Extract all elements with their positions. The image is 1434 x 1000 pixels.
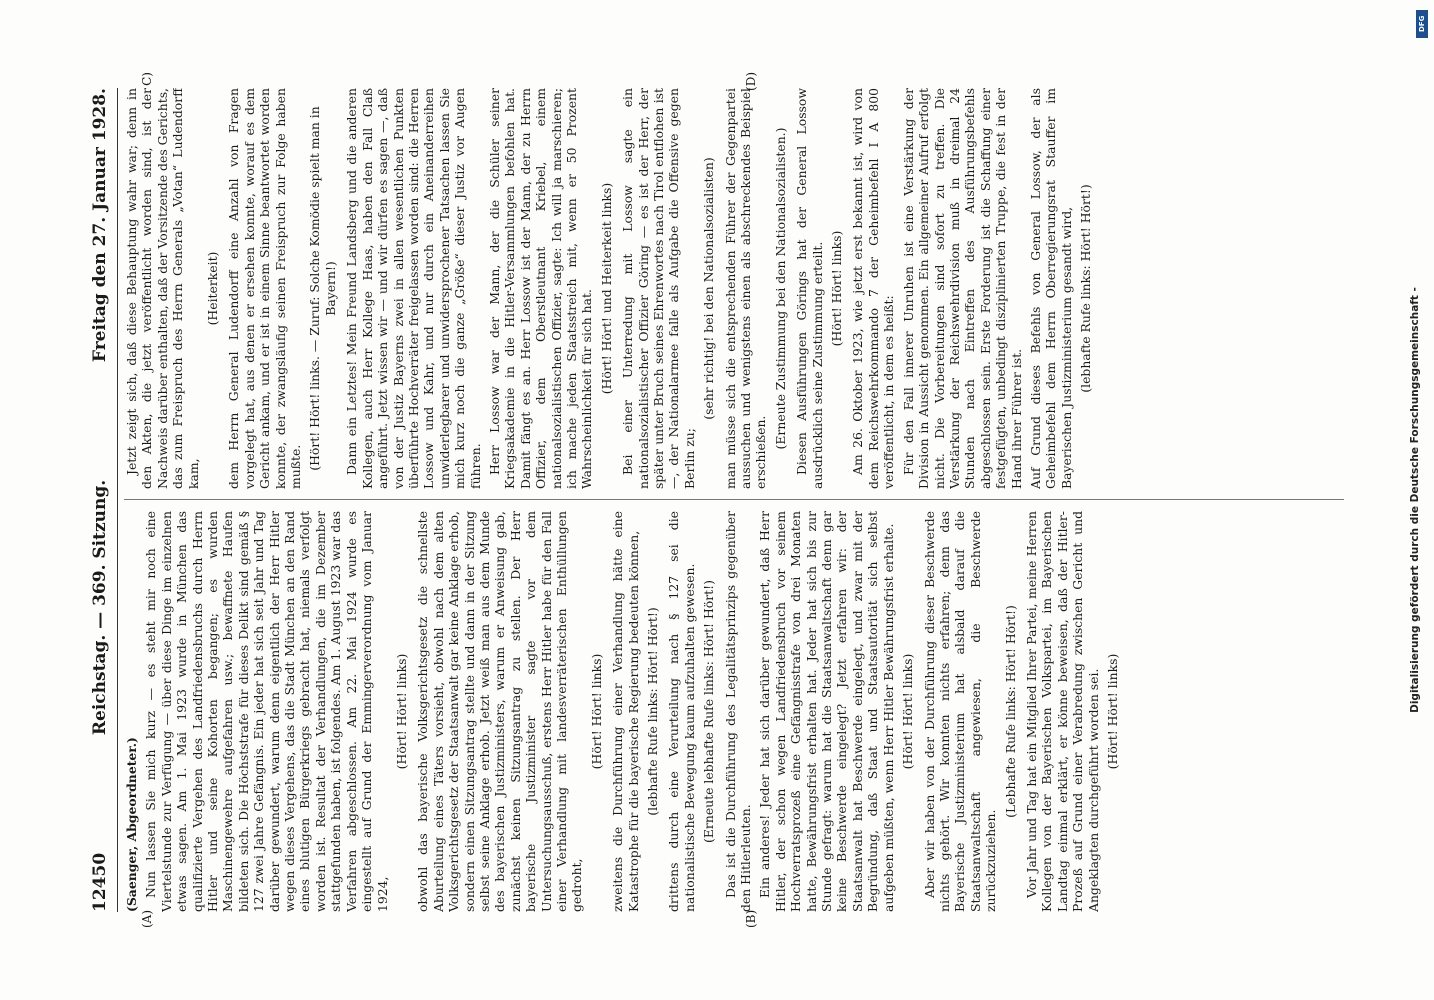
remark: (lebhafte Rufe links: Hört! Hört!) xyxy=(645,607,660,816)
column-divider xyxy=(124,499,1344,500)
session-title: Reichstag. — 369. Sitzung. xyxy=(90,479,110,736)
paragraph: drittens durch eine Verurteilung nach § 127 sei die nationalistische Bewegung kaum aufzuhalten gewesen. xyxy=(666,511,697,912)
paragraph: Vor Jahr und Tag hat ein Mitglied Ihrer Partei, meine Herren Kollegen von der Bayerischen Volkspartei, im Bayerischen Landtag einmal erklärt, er könne beweisen, daß der Hitler-Prozeß auf Grund einer Verabredung zwischen Gericht und Angeklagten durchgeführt worden sei. xyxy=(1023,511,1101,912)
paragraph: zweitens die Durchführung einer Verhandlung hätte eine Katastrophe für die bayerische Regierung bedeuten können, xyxy=(610,511,641,912)
paragraph: man müsse sich die entsprechenden Führer der Gegenpartei aussuchen und wenigstens einen als abschreckendes Beispiel erschießen. xyxy=(722,88,769,489)
paragraph: Nun lassen Sie mich kurz — es steht mir noch eine Viertelstunde zur Verfügung — über diese Dinge im einzelnen etwas sagen. Am 1. Mai 1923 wurde in München das qualifizierte Vergehen des Landfriedensbruchs durch Herrn Hitler und seine Kohorten begangen; es wurden Maschinengewehre aufgefahren usw.; bewaffnete Haufen bildeten sich. Die Höchststrafe für dieses Delikt sind gemäß § 127 zwei Jahre Gefängnis. Ein jeder hat sich seit Jahr und Tag darüber gewundert, warum denn eigentlich der Herr Hitler wegen dieses Vergehens, das die Stadt München an den Rand eines blutigen Bürgerkriegs gebracht hat, niemals verfolgt worden ist. Resultat der Verhandlungen, die im Dezember stattgefunden haben, ist folgendes. Am 1. August 1923 war das Verfahren abgeschlossen. Am 22. Mai 1924 wurde es eingestellt auf Grund der Emmingerverordnung vom Januar 1924, xyxy=(143,511,390,912)
left-column xyxy=(124,511,1344,912)
paragraph: Auf Grund dieses Befehls von General Lossow, der als Geheimbefehl dem Herrn Oberregierungsrat Stauffer im Bayerischen Justizministerium gesandt wird, xyxy=(1027,88,1074,489)
digitization-credit xyxy=(1400,10,1430,990)
paragraph: dem Herrn General Ludendorff eine Anzahl von Fragen vorgelegt hat, aus denen er ersehen konnte, worauf es dem Gericht ankam, und er ist in einem Sinne beantwortet worden konnte, der zwangsläufig seinen Freispruch zur Folge haben mußte. xyxy=(226,88,304,489)
remark: (Erneute Zustimmung bei den Nationalsozialisten.) xyxy=(772,127,788,450)
dfg-logo: DFG xyxy=(1416,10,1428,38)
remark: (Hört! Hört! links. — Zuruf: Solche Komödie spielt man in Bayern!) xyxy=(307,106,338,471)
margin-marker-d: (D) xyxy=(744,72,758,91)
margin-marker-b: (B) xyxy=(744,909,758,928)
margin-marker-c: C) xyxy=(140,72,154,86)
paragraph: Jetzt zeigt sich, daß diese Behauptung wahr war; denn in den Akten, die jetzt veröffentlicht worden sind, ist der Nachweis darüber enthalten, daß der Vorsitzende des Gerichts, das zum Freispruch des Herrn Generals „Votan“ Ludendorff kam, xyxy=(124,88,201,489)
remark: (Erneute lebhafte Rufe links: Hört! Hört!) xyxy=(701,580,717,843)
paragraph: Aber wir haben von der Durchführung dieser Beschwerde nichts gehört. Wir konnten nichts erfahren; denn das Bayerische Justizministerium hat alsbald darauf die Staatsanwaltschaft angewiesen, die Beschwerde zurückzuziehen. xyxy=(921,511,999,912)
credit-text: Digitalisierung gefördert durch die Deutsche Forschungsgemeinschaft - xyxy=(1409,287,1421,713)
page-header xyxy=(90,88,118,912)
paragraph: Diesen Ausführungen Görings hat der General Lossow ausdrücklich seine Zustimmung erteilt. xyxy=(794,88,825,489)
margin-marker-a: (A) xyxy=(140,909,154,928)
remark: (Hört! Hört! links) xyxy=(829,230,845,347)
paragraph: Bei einer Unterredung mit Lossow sagte ein nationalsozialistischer Offizier Göring — es ist der Herr, der später unter Bruch seines Ehrenwortes nach Tirol entflohen ist —, der Nationalarmee falle als Aufgabe die Offensive gegen Berlin zu; xyxy=(620,88,697,489)
rotated-document-page xyxy=(70,70,1360,930)
paragraph: Das ist die Durchführung des Legalitätsprinzips gegenüber den Hitlerleuten. xyxy=(722,511,754,912)
paragraph: Dann ein Letztes! Mein Freund Landsberg und die anderen Kollegen, auch Herr Kollege Haas, haben den Fall Claß angeführt. Jetzt wissen wir — und wir dürfen es sagen —, daß von der Justiz Bayerns zwei in allen wesentlichen Punkten überführte Hochverräter freigelassen worden sind: die Herren Lossow und Kahr, und nur durch ein Aneinanderreihen unwiderlegbarer und unwidersprochener Tatsachen lassen Sie mich kurz noch die ganze „Größe“ dieser Justiz vor Augen führen. xyxy=(344,88,483,489)
remark: (lebhafte Rufe links: Hört! Hört!) xyxy=(1078,184,1094,393)
remark: (Lebhafte Rufe links: Hört! Hört!) xyxy=(1002,605,1018,818)
remark: (Hört! Hört! links) xyxy=(588,653,604,770)
remark: (Hört! Hört! links) xyxy=(393,653,409,770)
paragraph: obwohl das bayerische Volksgerichtsgesetz die schnellste Aburteilung eines Täters vorsieht, obwohl nach dem alten Volksgerichtsgesetz der Staatsanwalt gar keine Anklage erhob, sondern einen Sitzungsantrag stellte und dann in der Sitzung selbst seine Anklage erhob. Jetzt weiß man aus dem Munde des bayerischen Justizministers, warum er Anweisung gab, zunächst keinen Sitzungsantrag zu stellen. Der Herr bayerische Justizminister sagte vor dem Untersuchungsausschuß, erstens Herr Hitler habe für den Fall einer Verhandlung mit landesverräterischen Enthüllungen gedroht, xyxy=(415,511,585,912)
quoted-order: Für den Fall innerer Unruhen ist eine Verstärkung der Division in Aussicht genommen. Ein allgemeiner Aufruf erfolgt nicht. Die Vorbereitungen sind sofort zu treffen. Die Verstärkung der Reichswehrdivision muß in dreimal 24 Stunden nach Eintreffen des Ausführungsbefehls abgeschlossen sein. Erste Forderung ist die Schaffung einer festgefügten, unbedingt disziplinierten Truppe, die fest in der Hand ihrer Führer ist. xyxy=(900,88,1024,489)
paragraph: Ein anderes! Jeder hat sich darüber gewundert, daß Herr Hitler, der schon wegen Landfriedensbruch vor seinem Hochverratsprozeß eine Gefängnisstrafe von drei Monaten hatte, Bewährungsfrist erhalten hat. Jeder hat sich bis zur Stunde gefragt: warum hat die Staatsanwaltschaft denn gar keine Beschwerde eingelegt? Jetzt erfahren wir: der Staatsanwalt hat Beschwerde eingelegt, und zwar mit der Begründung, daß Staat und Staatsautorität sich selbst aufgeben müßten, wenn Herr Hitler Bewährungsfrist erhalte. xyxy=(757,511,896,912)
text-columns xyxy=(124,72,1344,928)
session-date: Freitag den 27. Januar 1928. xyxy=(90,88,110,363)
paragraph: Herr Lossow war der Mann, der die Schüler seiner Kriegsakademie in die Hitler-Versammlungen befohlen hat. Damit fängt es an. Herr Lossow ist der Mann, der zu Herrn Offizier, dem Oberstleutnant Kriebel, einem nationalsozialistischen Offizier, sagte: Ich will ja marschieren; ich mache jeden Staatsstreich mit, wenn er 50 Prozent Wahrscheinlichkeit für sich hat. xyxy=(486,88,595,489)
page-number: 12450 xyxy=(90,852,110,912)
remark: (sehr richtig! bei den Nationalsozialisten) xyxy=(701,157,717,420)
remark: (Hört! Hört! und Heiterkeit links) xyxy=(598,182,614,395)
remark: (Hört! Hört! links) xyxy=(1104,653,1120,770)
remark: (Hört! Hört! links) xyxy=(900,653,916,770)
speaker-name: (Saenger, Abgeordneter.) xyxy=(124,737,139,912)
right-column xyxy=(124,88,1344,489)
paragraph: Am 26. Oktober 1923, wie jetzt erst bekannt ist, wird von dem Reichswehrkommando 7 der Geheimbefehl I A 800 veröffentlicht, in dem es heißt: xyxy=(850,88,897,489)
remark: (Heiterkeit) xyxy=(205,251,221,326)
